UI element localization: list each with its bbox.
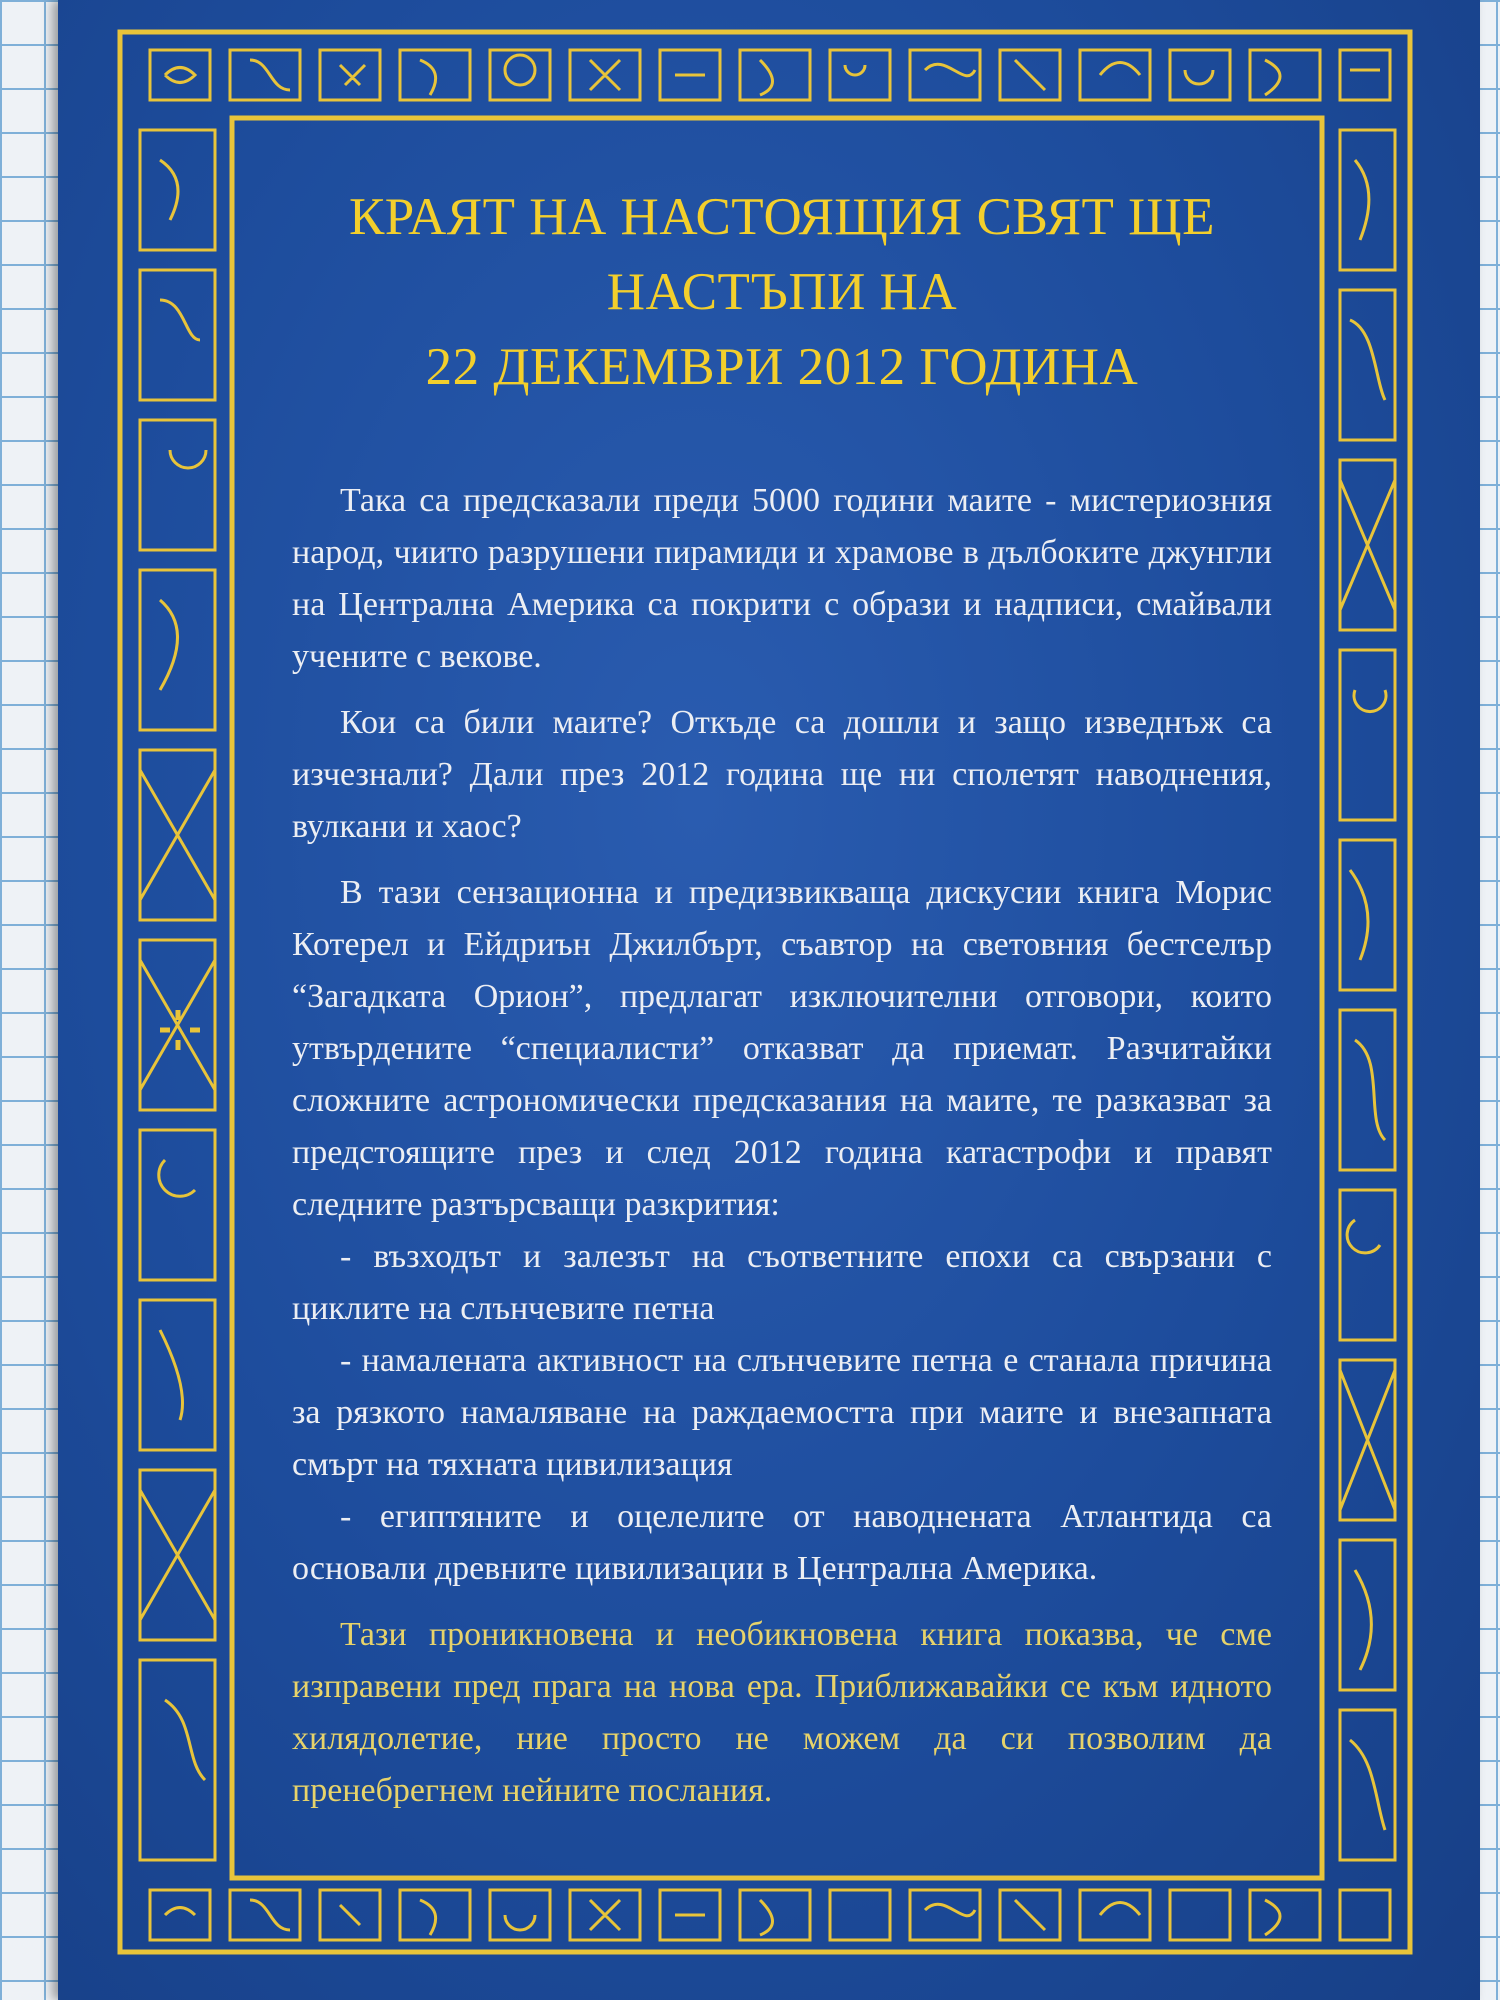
book-description-paragraph: В тази сензационна и предизвикваща дискусии книга Морис Котерел и Ейдриън Джилбърт, съавтор на световния бестселър “Загадката Орион”, предлагат изключителни отговори, които утвърдените “специалисти” отказват да приемат. Разчитайки сложните астрономически предсказания на маите, те разказват за предстоящите през и след 2012 година катастрофи и правят следните разтърсващи разкрития: [292,874,1272,1223]
left-glyph-band [140,130,215,1860]
headline-line-1: КРАЯТ НА НАСТОЯЩИЯ СВЯТ ЩЕ [348,188,1216,246]
questions-paragraph: Кои са били маите? Откъде са дошли и защо изведнъж са изчезнали? Дали през 2012 година ще ни сполетят наводнения, вулкани и хаос? [292,704,1272,845]
cover-headline [292,180,1272,405]
closing-paragraph: Тази проникновена и необикновена книга показва, че сме изправени пред прага на нова ера. Приближавайки се към идното хилядолетие, ние просто не можем да си позволим да пренебрегнем нейните послания. [292,1616,1272,1809]
revelation-item-1: - възходът и залезът на съответните епохи са свързани с циклите на слънчевите петна [292,1238,1272,1327]
bottom-glyph-band [150,1890,1390,1940]
headline-line-2: НАСТЪПИ НА [606,263,958,321]
cover-text-panel [292,172,1272,1862]
top-glyph-band [150,50,1390,100]
intro-paragraph: Така са предсказали преди 5000 години маите - мистериозния народ, чиито разрушени пирамиди и храмове в дълбоките джунгли на Централна Америка са покрити с образи и надписи, смайвали учените с векове. [292,482,1272,675]
headline-line-3: 22 ДЕКЕМВРИ 2012 ГОДИНА [425,338,1139,396]
revelation-item-2: - намалената активност на слънчевите петна е станала причина за рязкото намаляване на раждаемостта при маите и внезапната смърт на тяхната цивилизация [292,1342,1272,1483]
revelation-item-3: - египтяните и оцелелите от наводнената Атлантида са основали древните цивилизации в Централна Америка. [292,1498,1272,1587]
right-glyph-band [1340,130,1395,1860]
